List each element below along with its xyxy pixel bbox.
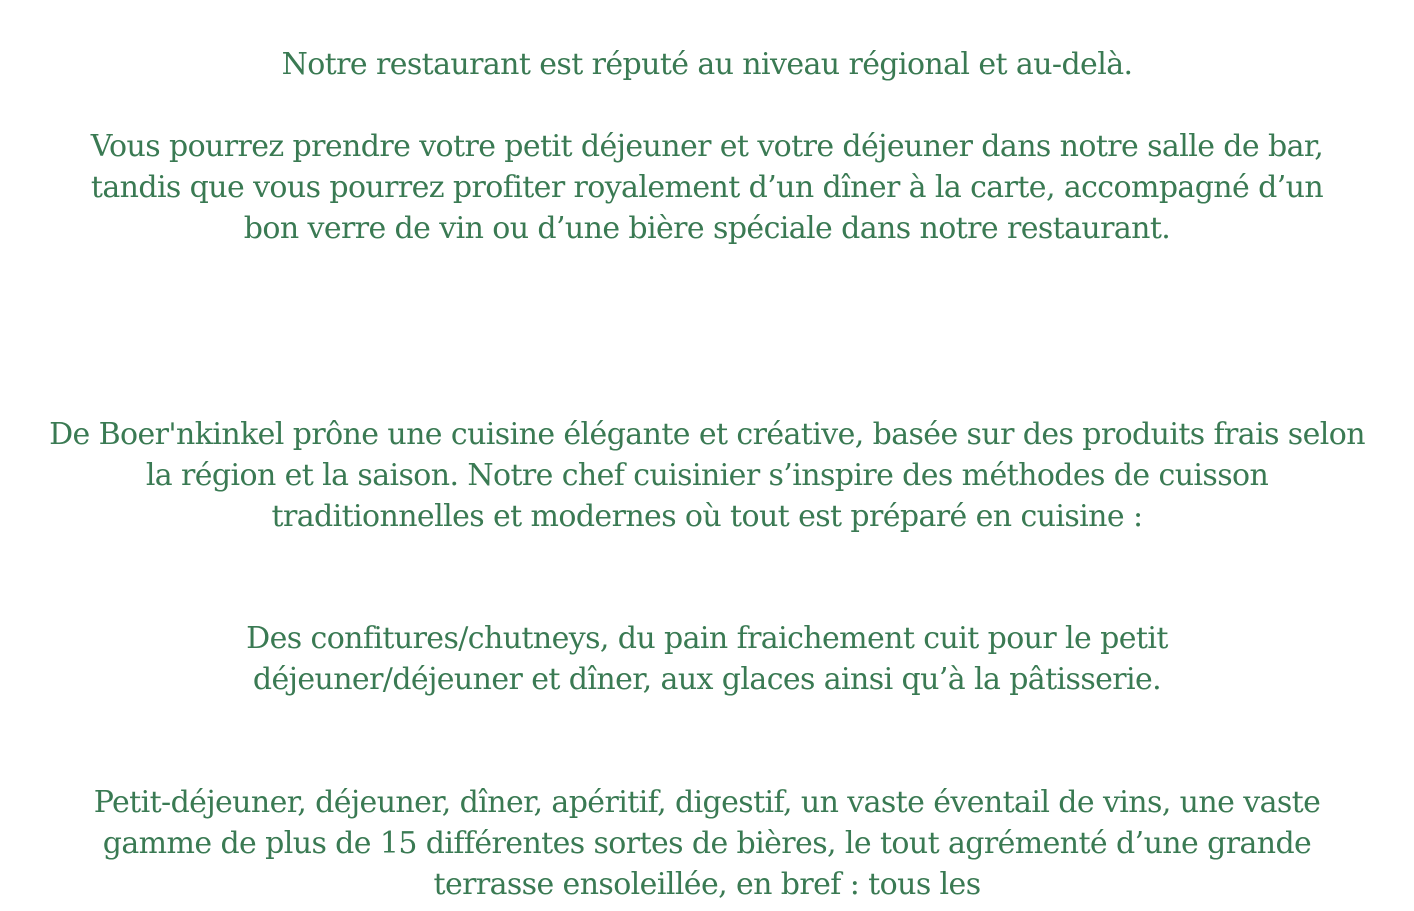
cuisine-paragraph: De Boer'nkinkel prône une cuisine élégante et créative, basée sur des produits frais selon la région et la saison. Notre chef cuisinier s’inspire des méthodes de cuisson traditionnelles et modernes où tout est préparé en cuisine : <box>49 417 1365 534</box>
meals-paragraph: Vous pourrez prendre votre petit déjeuner et votre déjeuner dans notre salle de bar, tandis que vous pourrez profiter royalement d’un dîner à la carte, accompagné d’un bon verre de vin ou d’une bière spéciale dans notre restaurant. <box>90 129 1324 246</box>
offer-paragraph: Petit-déjeuner, déjeuner, dîner, apéritif, digestif, un vaste éventail de vins, une vaste gamme de plus de 15 différentes sortes de bières, le tout agrémenté d’une grande terrasse ensoleillée, en bref : tous les <box>93 785 1321 902</box>
intro-paragraph: Notre restaurant est réputé au niveau régional et au-delà. <box>281 47 1133 82</box>
homemade-paragraph: Des confitures/chutneys, du pain fraichement cuit pour le petit déjeuner/déjeuner et dîner, aux glaces ainsi qu’à la pâtisserie. <box>246 621 1168 697</box>
